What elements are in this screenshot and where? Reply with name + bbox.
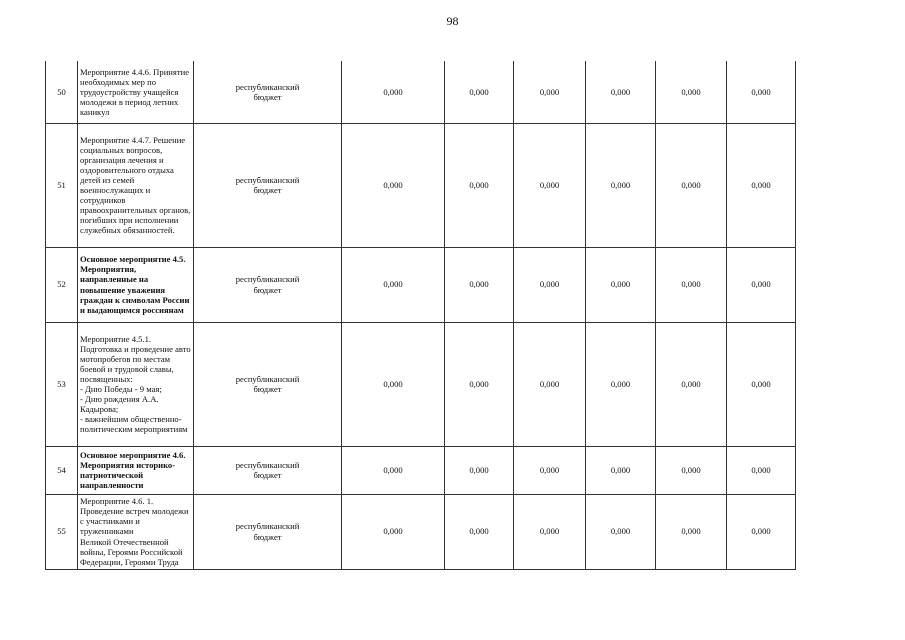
amount-cell: 0,000 (727, 494, 796, 569)
amount-cell: 0,000 (445, 446, 514, 494)
amount-cell: 0,000 (586, 322, 656, 446)
amount-cell: 0,000 (727, 123, 796, 247)
amount-cell: 0,000 (586, 494, 656, 569)
description-line: детей из семей (80, 174, 135, 185)
funding-source (194, 322, 342, 446)
activity-description (78, 61, 194, 123)
description-line: социальных вопросов, (80, 144, 163, 155)
amount-cell: 0,000 (514, 61, 586, 123)
funding-source-line: республиканский (235, 373, 300, 384)
description-line: и выдающимся россиянам (80, 304, 184, 315)
amount-cell: 0,000 (514, 322, 586, 446)
table-row (46, 247, 862, 322)
activity-description (78, 123, 194, 247)
amount-cell: 0,000 (586, 247, 656, 322)
amount-cell: 0,000 (656, 61, 727, 123)
description-line: Кадырова; (80, 404, 119, 415)
amount-cell: 0,000 (656, 446, 727, 494)
amount-cell: 0,000 (727, 446, 796, 494)
amount-cell: 0,000 (586, 446, 656, 494)
amount-cell: 0,000 (445, 494, 514, 569)
description-line: Мероприятия, (80, 264, 137, 275)
funding-source-line: республиканский (235, 81, 300, 92)
funding-source-line: бюджет (253, 470, 282, 480)
row-number: 52 (46, 247, 78, 322)
funding-source (194, 247, 342, 322)
description-line: Мероприятие 4.6. 1. (80, 496, 154, 507)
funding-source-line: республиканский (235, 274, 300, 285)
funding-source-line: бюджет (253, 185, 282, 195)
budget-table (45, 61, 862, 570)
description-line: сотрудников (80, 195, 126, 206)
description-line: направленные на (80, 274, 149, 285)
page-number: 98 (446, 14, 459, 28)
funding-source (194, 123, 342, 247)
amount-cell: 0,000 (342, 123, 445, 247)
table-row (46, 61, 862, 123)
description-line: боевой и трудовой славы, (80, 363, 174, 374)
row-number: 51 (46, 123, 78, 247)
amount-cell: 0,000 (445, 322, 514, 446)
funding-source-line: бюджет (253, 284, 282, 295)
activity-description (78, 247, 194, 322)
funding-source-line: республиканский (235, 174, 300, 185)
amount-cell: 0,000 (727, 247, 796, 322)
description-line: молодежи в период летних (80, 96, 179, 107)
amount-cell: 0,000 (727, 322, 796, 446)
description-line: организация лечения и (80, 154, 164, 165)
amount-cell: 0,000 (514, 123, 586, 247)
amount-cell: 0,000 (586, 123, 656, 247)
description-line: повышение уважения (80, 284, 166, 295)
amount-cell: 0,000 (342, 322, 445, 446)
funding-source (194, 494, 342, 569)
funding-source-line: республиканский (235, 521, 300, 532)
description-line: - важнейшим общественно- (80, 414, 182, 425)
activity-description (78, 322, 194, 446)
amount-cell: 0,000 (342, 494, 445, 569)
amount-cell: 0,000 (514, 446, 586, 494)
description-line: правоохранительных органов, (80, 205, 191, 216)
description-line: трудоустройству учащейся (80, 86, 179, 97)
funding-source-line: бюджет (253, 531, 282, 542)
funding-source (194, 61, 342, 123)
description-line: посвященных: (80, 373, 133, 384)
amount-cell: 0,000 (445, 247, 514, 322)
table-row (46, 446, 862, 494)
table-row (46, 123, 862, 247)
activity-description (78, 446, 194, 494)
description-line: Великой Отечественной (80, 536, 169, 547)
amount-cell: 0,000 (656, 123, 727, 247)
table-row (46, 322, 862, 446)
description-line: - Дню Победы - 9 мая; (80, 384, 162, 394)
amount-cell: 0,000 (342, 446, 445, 494)
description-line: Проведение встреч молодежи (80, 506, 189, 517)
description-line: Основное мероприятие 4.6. (80, 449, 186, 460)
amount-cell: 0,000 (514, 247, 586, 322)
description-line: Мероприятие 4.4.7. Решение (80, 134, 186, 145)
description-line: патриотической (80, 470, 144, 480)
description-line: Основное мероприятие 4.5. (80, 254, 186, 265)
funding-source-line: бюджет (253, 384, 282, 394)
row-number: 53 (46, 322, 78, 446)
description-line: военнослужащих и (80, 185, 151, 195)
description-line: политическим мероприятиям (80, 424, 188, 435)
table-body (46, 61, 862, 569)
description-line: направленности (80, 480, 144, 491)
description-line: Мероприятие 4.4.6. Принятие (80, 66, 190, 77)
description-line: с участниками и труженниками (80, 516, 140, 537)
description-line: погибших при исполнении (80, 215, 179, 226)
description-line: каникул (80, 106, 110, 117)
description-line: Федерации, Героями Труда (80, 556, 179, 567)
description-line: служебных обязанностей. (80, 225, 175, 236)
description-line: - Дню рождения А.А. (80, 394, 159, 405)
funding-source-line: республиканский (235, 459, 300, 470)
funding-source-line: бюджет (253, 91, 282, 102)
amount-cell: 0,000 (586, 61, 656, 123)
amount-cell: 0,000 (514, 494, 586, 569)
amount-cell: 0,000 (342, 61, 445, 123)
amount-cell: 0,000 (656, 494, 727, 569)
funding-source (194, 446, 342, 494)
row-number: 54 (46, 446, 78, 494)
description-line: Мероприятия историко- (80, 459, 176, 470)
description-line: оздоровительного отдыха (80, 164, 174, 175)
amount-cell: 0,000 (445, 123, 514, 247)
amount-cell: 0,000 (727, 61, 796, 123)
amount-cell: 0,000 (342, 247, 445, 322)
description-line: Мероприятие 4.5.1. (80, 333, 152, 344)
description-line: мотопробегов по местам (80, 353, 171, 364)
description-line: граждан к символам России (80, 294, 190, 305)
amount-cell: 0,000 (656, 322, 727, 446)
activity-description (78, 494, 194, 569)
row-number: 50 (46, 61, 78, 123)
description-line: войны, Героями Российской (80, 546, 183, 557)
table-row (46, 494, 862, 569)
amount-cell: 0,000 (656, 247, 727, 322)
row-number: 55 (46, 494, 78, 569)
description-line: необходимых мер по (80, 76, 156, 87)
description-line: Подготовка и проведение авто (80, 343, 191, 354)
amount-cell: 0,000 (445, 61, 514, 123)
